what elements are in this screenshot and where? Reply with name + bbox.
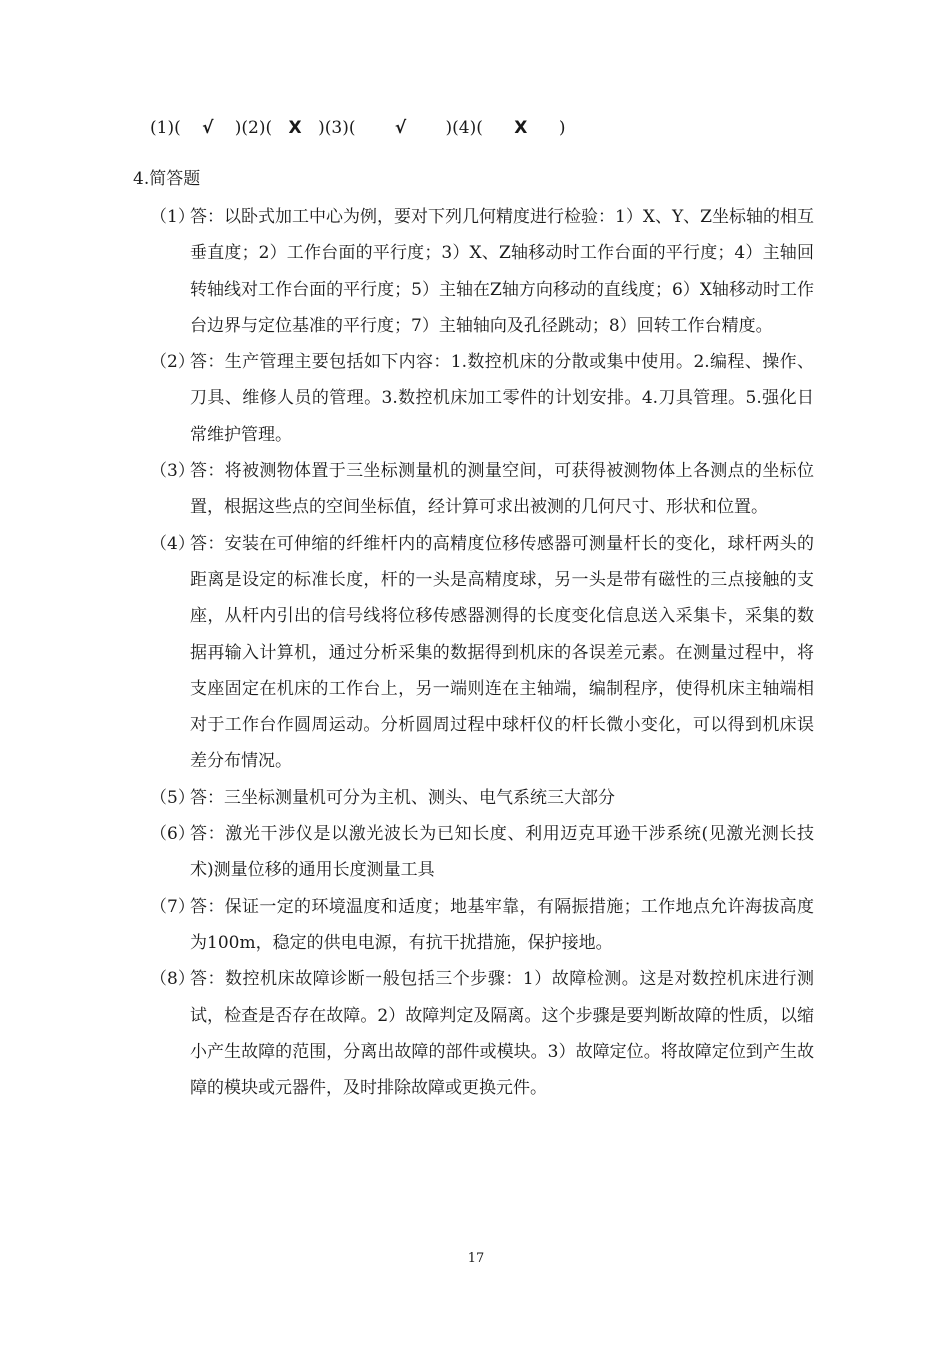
answer-number: （1） xyxy=(150,207,195,227)
cross-mark: X xyxy=(514,118,528,138)
tf-item-number: (2) xyxy=(241,118,266,138)
tf-item-number: (3) xyxy=(324,118,349,138)
answer-item-6 xyxy=(150,816,814,889)
answer-item-1 xyxy=(150,199,814,344)
answer-number: （3） xyxy=(150,461,195,482)
cross-mark: X xyxy=(288,118,302,138)
tf-item-2: (2)( X ) xyxy=(241,114,324,142)
answer-number: （8） xyxy=(150,969,195,990)
answer-item-4 xyxy=(150,526,814,780)
true-false-answer-row xyxy=(150,114,566,142)
answer-number: （6） xyxy=(150,824,195,845)
answer-list xyxy=(150,199,814,1106)
answer-number: （7） xyxy=(150,896,195,917)
answer-text: 答：将被测物体置于三坐标测量机的测量空间，可获得被测物体上各测点的坐标位置，根据这些点的空间坐标值，经计算可求出被测的几何尺寸、形状和位置。 xyxy=(190,461,814,518)
answer-text: 答：生产管理主要包括如下内容：1.数控机床的分散或集中使用。2.编程、操作、刀具、维修人员的管理。3.数控机床加工零件的计划安排。4.刀具管理。5.强化日常维护管理。 xyxy=(190,352,814,445)
tf-item-1: (1)( √ ) xyxy=(150,114,241,142)
answer-item-3 xyxy=(150,453,814,526)
answer-text: 答：三坐标测量机可分为主机、测头、电气系统三大部分 xyxy=(190,787,615,808)
answer-text: 答：激光干涉仪是以激光波长为已知长度、利用迈克耳逊干涉系统(见激光测长技术)测量位移的通用长度测量工具 xyxy=(190,824,814,881)
answer-text: 答：保证一定的环境温度和适度；地基牢靠，有隔振措施；工作地点允许海拔高度为100m，稳定的供电电源，有抗干扰措施，保护接地。 xyxy=(190,896,814,953)
tf-item-number: (4) xyxy=(452,118,477,138)
answer-item-7 xyxy=(150,889,814,962)
answer-text: 答：数控机床故障诊断一般包括三个步骤：1）故障检测。这是对数控机床进行测试，检查是否存在故障。2）故障判定及隔离。这个步骤是要判断故障的性质，以缩小产生故障的范围，分离出故障的部件或模块。3）故障定位。将故障定位到产生故障的模块或元器件，及时排除故障或更换元件。 xyxy=(190,969,814,1099)
answer-number: （2） xyxy=(150,352,195,373)
answer-text: 答：以卧式加工中心为例，要对下列几何精度进行检验：1）X、Y、Z坐标轴的相互垂直度；2）工作台面的平行度；3）X、Z轴移动时工作台面的平行度；4）主轴回转轴线对工作台面的平行度；5）主轴在Z轴方向移动的直线度；6）X轴移动时工作台边界与定位基准的平行度；7）主轴轴向及孔径跳动；8）回转工作台精度。 xyxy=(190,207,814,336)
answer-item-8 xyxy=(150,961,814,1106)
tf-item-3: (3)( √ ) xyxy=(325,114,452,142)
answer-item-5 xyxy=(150,780,814,816)
tf-item-4: (4)( X ) xyxy=(452,114,565,142)
answer-text: 答：安装在可伸缩的纤维杆内的高精度位移传感器可测量杆长的变化，球杆两头的距离是设定的标准长度，杆的一头是高精度球，另一头是带有磁性的三点接触的支座，从杆内引出的信号线将位移传感器测得的长度变化信息送入采集卡，采集的数据再输入计算机，通过分析采集的数据得到机床的各误差元素。在测量过程中，将支座固定在机床的工作台上，另一端则连在主轴端，编制程序，使得机床主轴端相对于工作台作圆周运动。分析圆周过程中球杆仪的杆长微小变化，可以得到机床误差分布情况。 xyxy=(190,533,814,772)
section-heading: 4.简答题 xyxy=(133,169,201,189)
answer-item-2 xyxy=(150,344,814,453)
check-mark: √ xyxy=(202,118,214,138)
answer-number: （5） xyxy=(150,787,195,808)
tf-item-number: (1) xyxy=(150,118,175,138)
check-mark: √ xyxy=(394,118,407,138)
page-number: 17 xyxy=(467,1251,485,1266)
answer-number: （4） xyxy=(150,533,195,554)
